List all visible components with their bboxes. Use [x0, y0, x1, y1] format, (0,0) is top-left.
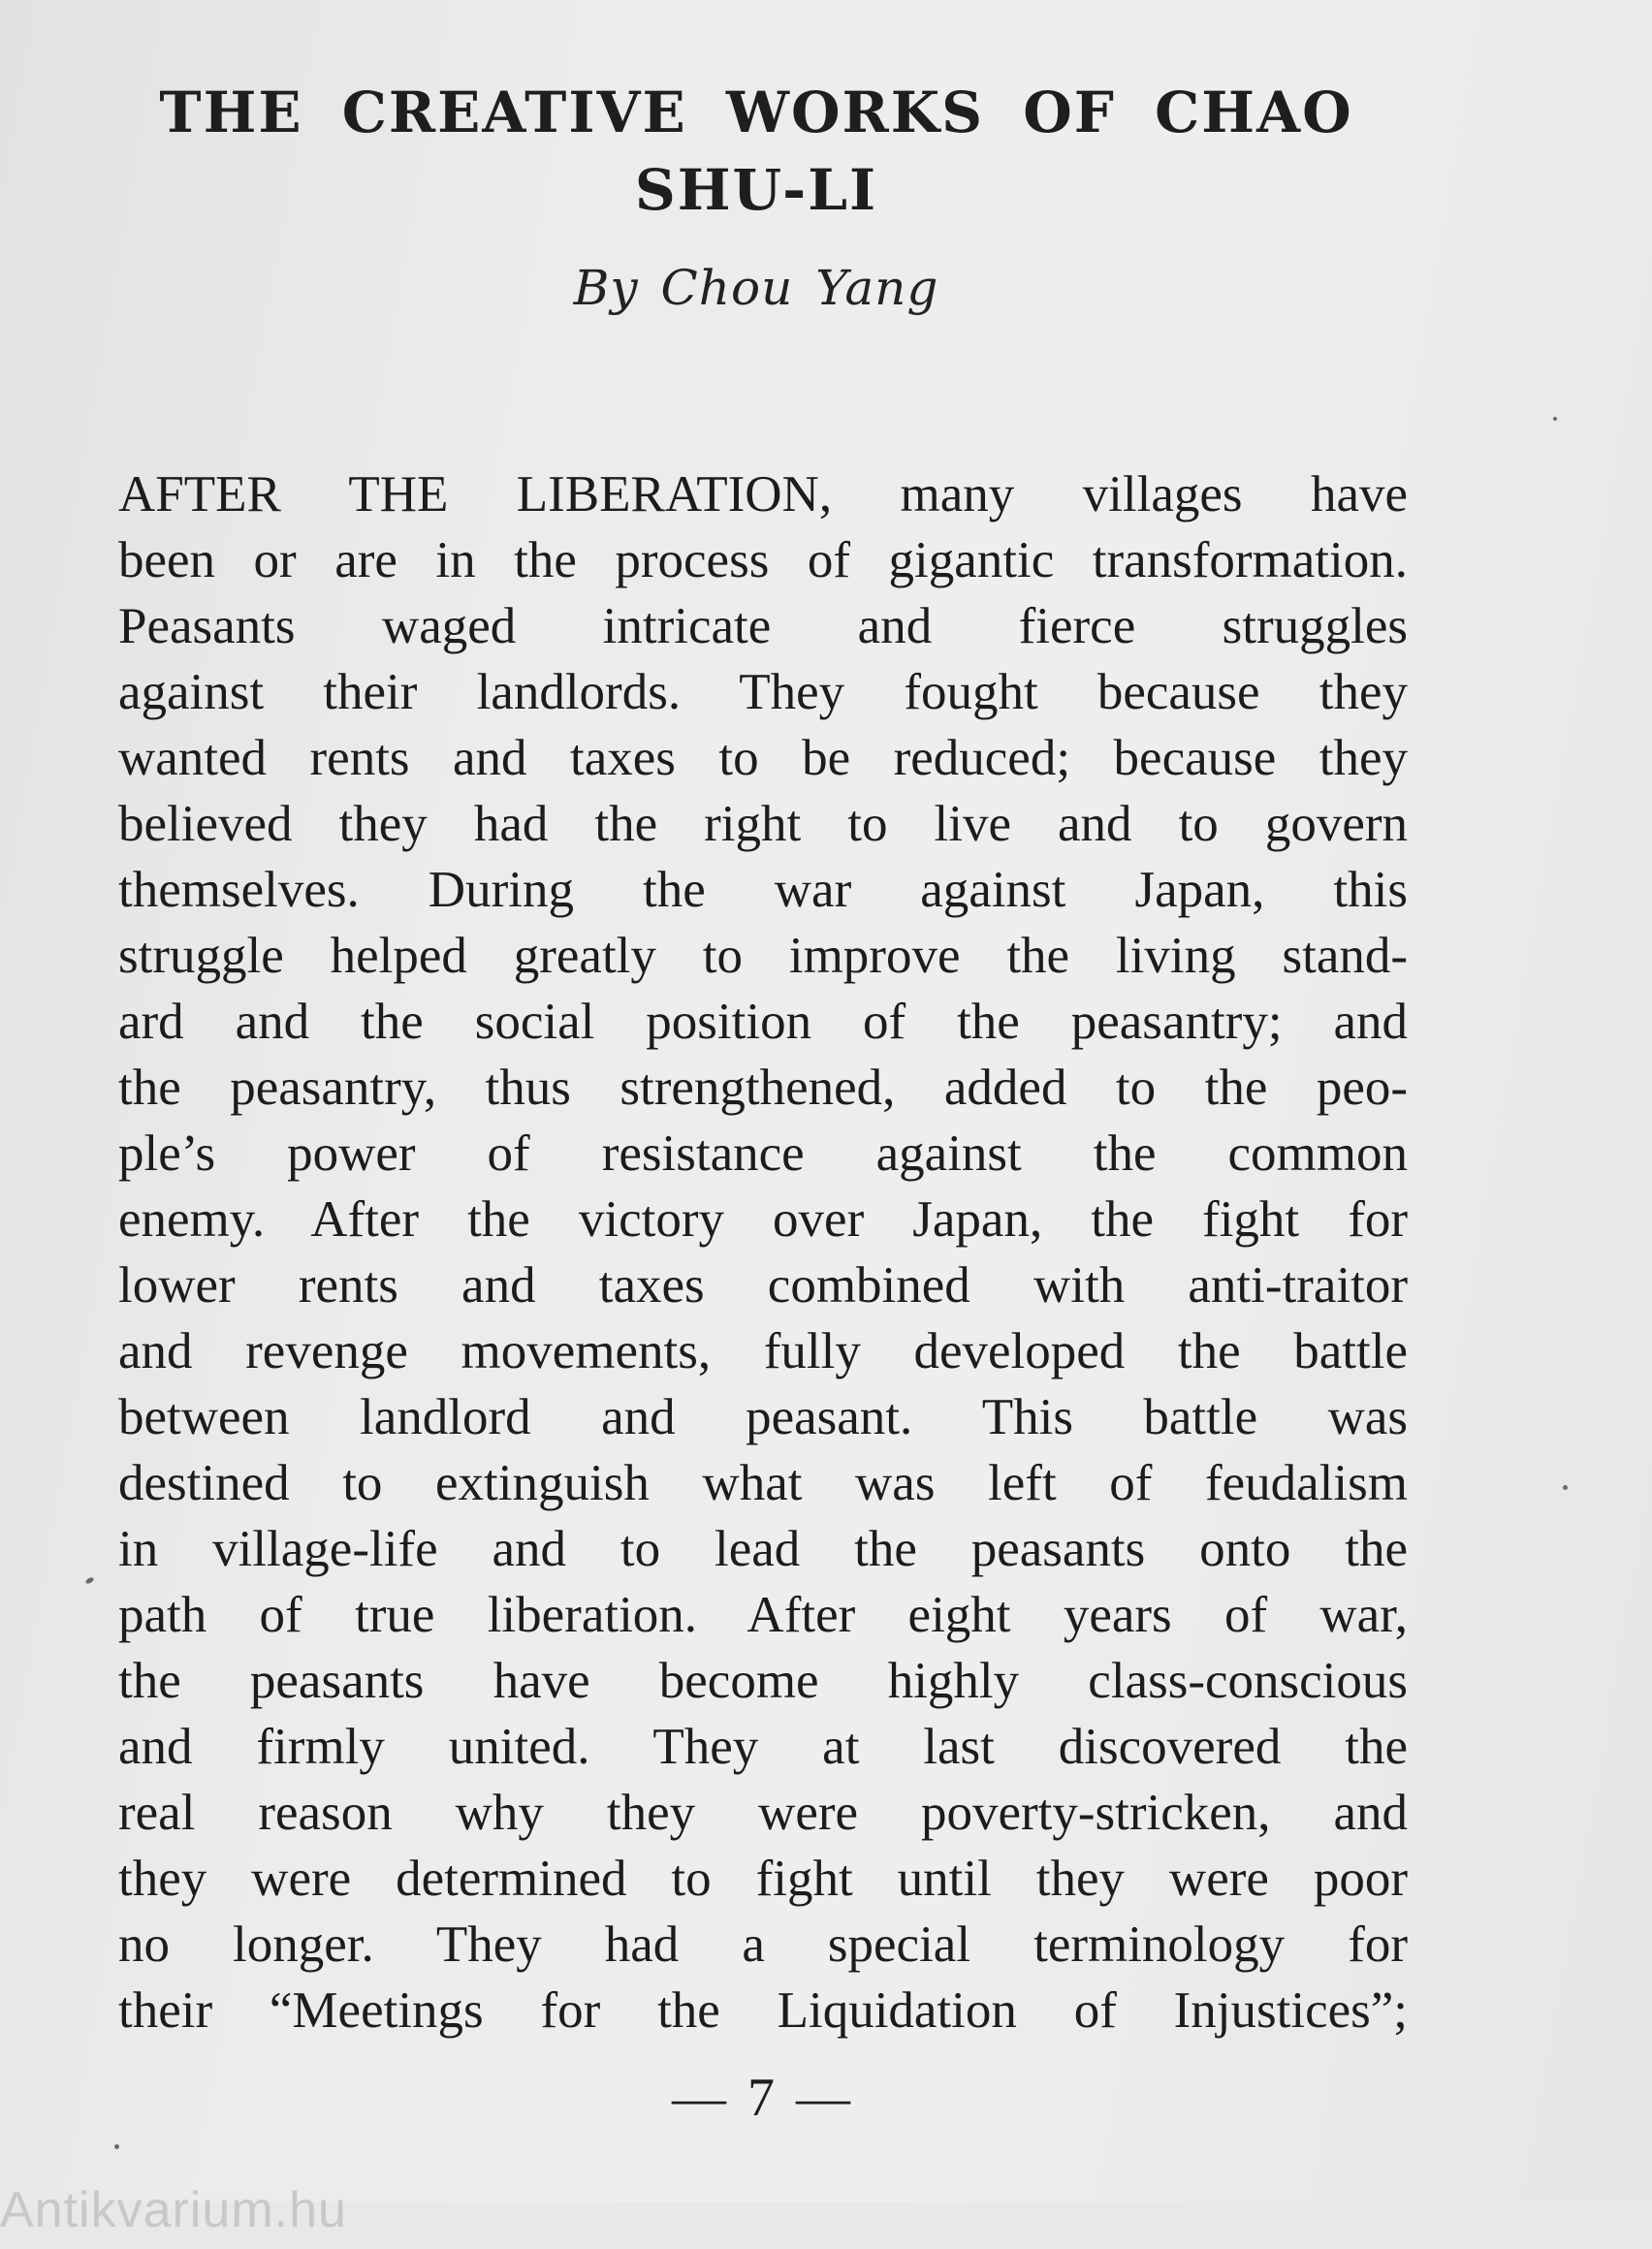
- paper-speck: [1553, 417, 1557, 421]
- body-line: and firmly united. They at last discovered the: [118, 1719, 1408, 1775]
- paper-speck: [114, 2144, 119, 2149]
- body-line: AFTER THE LIBERATION, many villages have: [118, 466, 1408, 523]
- article-body: [118, 461, 1408, 2043]
- watermark-text: Antikvarium.hu: [0, 2182, 347, 2238]
- body-line: and revenge movements, fully developed the battle: [118, 1323, 1408, 1379]
- body-line: lower rents and taxes combined with anti-traitor: [118, 1257, 1408, 1314]
- body-line: Peasants waged intricate and fierce struggles: [118, 598, 1408, 654]
- body-line: been or are in the process of gigantic transformation.: [118, 532, 1408, 588]
- page-number: — 7 —: [672, 2068, 850, 2128]
- body-line: between landlord and peasant. This battle was: [118, 1389, 1408, 1445]
- article-byline: By Chou Yang: [573, 260, 939, 316]
- body-line: they were determined to fight until they were poor: [118, 1851, 1408, 1907]
- body-line: enemy. After the victory over Japan, the fight for: [118, 1191, 1408, 1248]
- body-line: ard and the social position of the peasantry; and: [118, 994, 1408, 1050]
- paper-speck: [84, 1576, 94, 1585]
- body-line: believed they had the right to live and to govern: [118, 796, 1408, 852]
- article-title-line-1: THE CREATIVE WORKS OF CHAO: [159, 79, 1353, 145]
- body-line: the peasants have become highly class-conscious: [118, 1653, 1408, 1709]
- article-title-line-2: SHU-LI: [634, 157, 878, 223]
- body-line: against their landlords. They fought because they: [118, 664, 1408, 720]
- body-line: ple’s power of resistance against the common: [118, 1125, 1408, 1182]
- body-line: themselves. During the war against Japan, this: [118, 862, 1408, 918]
- body-line: path of true liberation. After eight years of war,: [118, 1587, 1408, 1643]
- body-line: in village-life and to lead the peasants onto the: [118, 1521, 1408, 1577]
- body-line: their “Meetings for the Liquidation of Injustices”;: [118, 1982, 1408, 2039]
- body-line: struggle helped greatly to improve the living stand-: [118, 928, 1408, 984]
- body-line: real reason why they were poverty-stricken, and: [118, 1785, 1408, 1841]
- paper-speck: [1563, 1485, 1568, 1490]
- body-line: no longer. They had a special terminology for: [118, 1916, 1408, 1973]
- body-line: destined to extinguish what was left of feudalism: [118, 1455, 1408, 1511]
- body-line: the peasantry, thus strengthened, added to the peo-: [118, 1060, 1408, 1116]
- body-line: wanted rents and taxes to be reduced; because they: [118, 730, 1408, 786]
